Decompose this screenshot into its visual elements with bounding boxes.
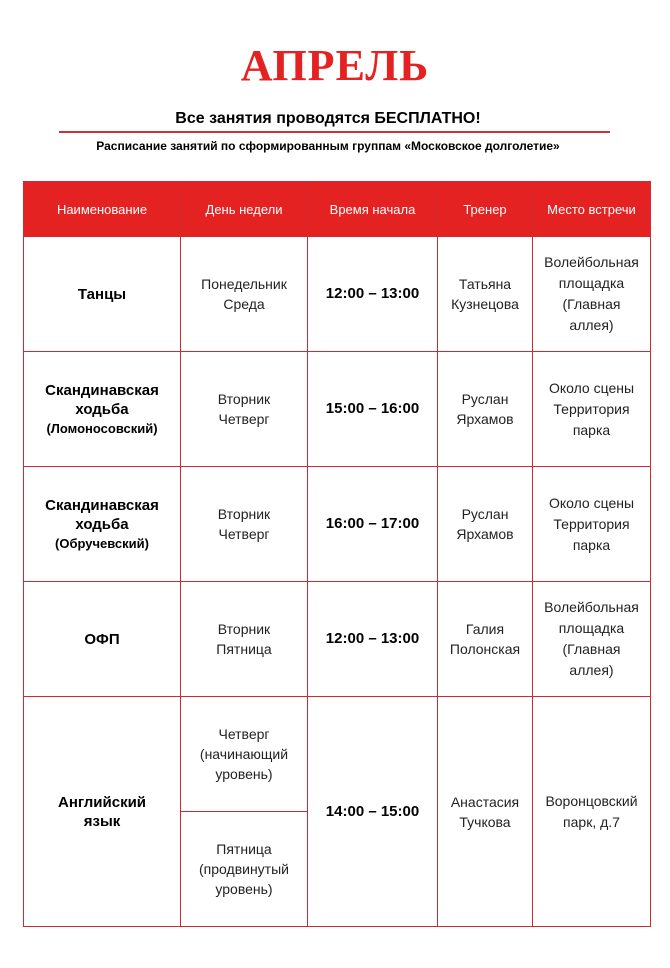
activity-days: Вторник Четверг (181, 467, 308, 582)
activity-time: 12:00 – 13:00 (308, 582, 438, 697)
free-classes-note: Все занятия проводятся БЕСПЛАТНО! (175, 110, 481, 127)
activity-trainer: Руслан Ярхамов (438, 467, 533, 582)
page-title: АПРЕЛЬ (240, 41, 430, 90)
header-place: Место встречи (533, 182, 651, 237)
activity-place: Волейбольная площадка (Главная аллея) (533, 582, 651, 697)
activity-name: Английский язык (24, 697, 181, 927)
activity-days: Понедельник Среда (181, 237, 308, 352)
activity-time: 14:00 – 15:00 (308, 697, 438, 927)
activity-name: Скандинавская ходьба (Обручевский) (24, 467, 181, 582)
activity-trainer: Галия Полонская (438, 582, 533, 697)
activity-trainer: Татьяна Кузнецова (438, 237, 533, 352)
activity-place: Воронцовский парк, д.7 (533, 697, 651, 927)
activity-name: Танцы (24, 237, 181, 352)
activity-trainer: Руслан Ярхамов (438, 352, 533, 467)
table-header-row (24, 182, 651, 237)
activity-place: Около сцены Территория парка (533, 352, 651, 467)
activity-days: Пятница (продвинутый уровень) (181, 812, 308, 927)
activity-name: ОФП (24, 582, 181, 697)
header-trainer: Тренер (438, 182, 533, 237)
activity-days: Вторник Четверг (181, 352, 308, 467)
table-row (24, 582, 651, 697)
activity-name: Скандинавская ходьба (Ломоносовский) (24, 352, 181, 467)
table-row (24, 352, 651, 467)
activity-time: 16:00 – 17:00 (308, 467, 438, 582)
activity-days: Четверг (начинающий уровень) (181, 697, 308, 812)
divider (59, 131, 610, 133)
activity-trainer: Анастасия Тучкова (438, 697, 533, 927)
activity-time: 15:00 – 16:00 (308, 352, 438, 467)
activity-place: Около сцены Территория парка (533, 467, 651, 582)
header-time: Время начала (308, 182, 438, 237)
table-row (24, 467, 651, 582)
table-row (24, 237, 651, 352)
activity-time: 12:00 – 13:00 (308, 237, 438, 352)
schedule-table (23, 181, 651, 927)
activity-days: Вторник Пятница (181, 582, 308, 697)
schedule-subtitle: Расписание занятий по сформированным группам «Московское долголетие» (96, 139, 560, 153)
header-day: День недели (181, 182, 308, 237)
table-row (24, 697, 651, 812)
header-name: Наименование (24, 182, 181, 237)
activity-place: Волейбольная площадка (Главная аллея) (533, 237, 651, 352)
